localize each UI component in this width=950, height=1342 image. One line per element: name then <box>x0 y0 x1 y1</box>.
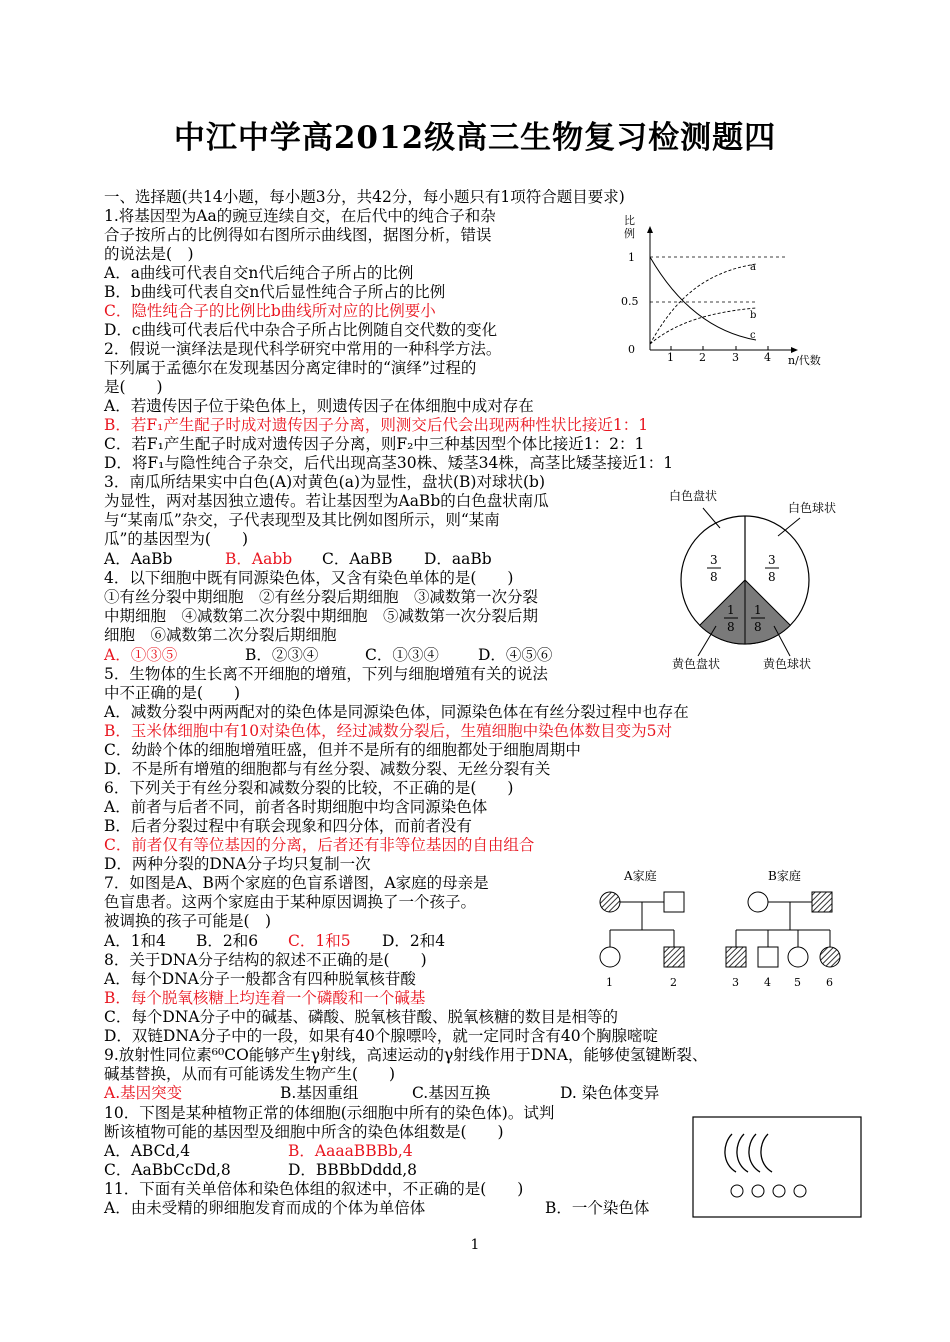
q10-chromosome-dot <box>794 1185 806 1197</box>
q9-option-b: B.基因重组 <box>280 1084 359 1102</box>
q11-option-a: A．由未受精的卵细胞发育而成的个体为单倍体 <box>104 1199 426 1217</box>
q7-number: 6 <box>826 976 833 989</box>
q7-stem-line: 7．如图是A、B两个家庭的色盲系谱图，A家庭的母亲是 <box>104 874 489 892</box>
q10-chromosome-dot <box>731 1185 743 1197</box>
q7-a-child-2 <box>664 947 684 967</box>
q10-option-d: D．BBBbDddd,8 <box>288 1161 418 1179</box>
q3-pie-fraction-den: 8 <box>727 620 735 634</box>
q5-option-c: C．幼龄个体的细胞增殖旺盛，但并不是所有的细胞都处于细胞周期中 <box>104 741 581 759</box>
q8-option-d: D．双链DNA分子中的一段，如果有40个腺嘌呤，就一定同时含有40个胸腺嘧啶 <box>104 1027 659 1045</box>
q3-option-a: A．AaBb <box>104 550 173 568</box>
q5-option-a: A．减数分裂中两两配对的染色体是同源染色体，同源染色体在有丝分裂过程中也存在 <box>104 703 689 721</box>
q10-chromosome-dot <box>752 1185 764 1197</box>
q5-stem-line: 5．生物体的生长离不开细胞的增殖，下列与细胞增殖有关的说法 <box>104 665 548 683</box>
q4-stem-line: 中期细胞 ④减数第二次分裂中期细胞 ⑤减数第一次分裂后期 <box>104 607 539 625</box>
section-header: 一、选择题(共14小题，每小题3分，共42分，每小题只有1项符合题目要求) <box>104 188 625 206</box>
q10-stem-line: 10．下图是某种植物正常的体细胞(示细胞中所有的染色体)。试判 <box>104 1104 555 1122</box>
q10-cell-figure <box>692 1116 864 1220</box>
q11-stem-line: 11．下面有关单倍体和染色体组的叙述中，不正确的是( ) <box>104 1180 524 1198</box>
q8-option-c: C．每个DNA分子中的碱基、磷酸、脱氧核苷酸、脱氧核糖的数目是相等的 <box>104 1008 619 1026</box>
q1-stem-line: 的说法是( ) <box>104 245 194 263</box>
q7-number: 1 <box>606 976 613 989</box>
q3-option-d: D．aaBb <box>424 550 492 568</box>
q2-option-c: C．若F₁产生配子时成对遗传因子分离，则F₂中三种基因型个体比接近1：2：1 <box>104 435 645 453</box>
q1-chart-xtick: 2 <box>699 351 706 364</box>
q5-option-b-answer: B．玉米体细胞中有10对染色体，经过减数分裂后，生殖细胞中染色体数目变为5对 <box>104 722 672 740</box>
q1-curve-a <box>650 264 756 344</box>
q3-pie-fraction-den: 8 <box>710 570 718 584</box>
q2-stem-line: 2．假说一演绎法是现代科学研究中常用的一种科学方法。 <box>104 340 502 358</box>
q1-chart-ytick: 0.5 <box>621 295 639 308</box>
q1-chart-y-arrow <box>647 226 653 233</box>
q3-pie-fraction-num: 3 <box>710 553 718 567</box>
q2-option-d: D．将F₁与隐性纯合子杂交，后代出现高茎30株、矮茎34株，高茎比矮茎接近1：1 <box>104 454 674 472</box>
q10-stem-line: 断该植物可能的基因型及细胞中所含的染色体组数是( ) <box>104 1123 504 1141</box>
q10-cell-outline <box>693 1117 861 1217</box>
q3-option-b-answer: B．Aabb <box>225 550 293 568</box>
q9-option-c: C.基因互换 <box>412 1084 491 1102</box>
q7-a-mother <box>600 892 620 912</box>
q4-option-d: D．④⑤⑥ <box>478 646 553 664</box>
q1-stem-line: 1.将基因型为Aa的豌豆连续自交，在后代中的纯合子和杂 <box>104 207 496 225</box>
q2-option-a: A．若遗传因子位于染色体上，则遗传因子在体细胞中成对存在 <box>104 397 534 415</box>
q4-stem-line: ①有丝分裂中期细胞 ②有丝分裂后期细胞 ③减数第一次分裂 <box>104 588 539 606</box>
q7-family-a-label: A家庭 <box>624 869 657 883</box>
q7-number: 3 <box>732 976 739 989</box>
q1-chart-ylabel-1: 比 <box>624 214 635 227</box>
q8-option-b-answer: B．每个脱氧核糖上均连着一个磷酸和一个碱基 <box>104 989 426 1007</box>
q3-pie-fraction-num: 1 <box>754 603 762 617</box>
q7-option-c-answer: C．1和5 <box>288 932 351 950</box>
q1-curve-label-b: b <box>750 310 757 321</box>
q4-stem-line: 4．以下细胞中既有同源染色体，又含有染色单体的是( ) <box>104 569 514 587</box>
q9-option-a-answer: A.基因突变 <box>104 1084 183 1102</box>
q1-chart-x-arrow <box>791 347 798 353</box>
page-title: 中江中学高2012级高三生物复习检测题四 <box>173 120 777 156</box>
q10-option-c: C．AaBbCcDd,8 <box>104 1161 231 1179</box>
q4-stem-line: 细胞 ⑥减数第二次分裂后期细胞 <box>104 626 337 644</box>
q7-number: 2 <box>670 976 677 989</box>
q2-stem-line: 下列属于孟德尔在发现基因分离定律时的“演绎”过程的 <box>104 359 477 377</box>
q5-option-d: D．不是所有增殖的细胞都与有丝分裂、减数分裂、无丝分裂有关 <box>104 760 551 778</box>
q2-stem-line: 是( ) <box>104 378 163 396</box>
q7-pedigree-chart <box>590 862 850 994</box>
q7-option-d: D．2和4 <box>382 932 446 950</box>
q7-stem-line: 被调换的孩子可能是( ) <box>104 912 272 930</box>
q10-chromosome-dot <box>773 1185 785 1197</box>
q3-phenotype-pie <box>648 486 848 676</box>
q8-stem-line: 8．关于DNA分子结构的叙述不正确的是( ) <box>104 951 427 969</box>
q2-option-b-answer: B．若F₁产生配子时成对遗传因子分离，则测交后代会出现两种性状比接近1：1 <box>104 416 649 434</box>
q6-stem-line: 6．下列关于有丝分裂和减数分裂的比较，不正确的是( ) <box>104 779 514 797</box>
q4-option-c: C．①③④ <box>365 646 439 664</box>
q3-stem-line: 与“某南瓜”杂交，子代表现型及其比例如图所示，则“某南 <box>104 511 500 529</box>
q3-pie-label-yellow-sphere: 黄色球状 <box>763 657 812 671</box>
q7-stem-line: 色盲患者。这两个家庭由于某种原因调换了一个孩子。 <box>104 893 477 911</box>
q3-pie-fraction-num: 1 <box>727 603 735 617</box>
q6-option-a: A．前者与后者不同，前者各时期细胞中均含同源染色体 <box>104 798 488 816</box>
q7-number: 4 <box>764 976 771 989</box>
page-number: 1 <box>470 1237 480 1253</box>
q11-option-b: B．一个染色体 <box>545 1199 650 1217</box>
q3-stem-line: 3．南瓜所结果实中白色(A)对黄色(a)为显性，盘状(B)对球状(b) <box>104 473 545 491</box>
q1-option-c-answer: C．隐性纯合子的比例比b曲线所对应的比例要小 <box>104 302 436 320</box>
q10-option-b-answer: B．AaaaBBBb,4 <box>288 1142 413 1160</box>
q1-option-a: A．a曲线可代表自交n代后纯合子所占的比例 <box>104 264 414 282</box>
q7-option-b: B．2和6 <box>196 932 259 950</box>
q7-b-child-6 <box>820 947 840 967</box>
q3-pie-label-white-disc: 白色盘状 <box>669 489 718 503</box>
q1-chart-xtick: 1 <box>667 351 674 364</box>
q1-ratio-chart <box>616 212 836 372</box>
q7-number: 5 <box>794 976 801 989</box>
q10-option-a: A．ABCd,4 <box>104 1142 191 1160</box>
q1-chart-xtick: 3 <box>732 351 739 364</box>
q3-pie-fraction-den: 8 <box>768 570 776 584</box>
q6-option-c-answer: C．前者仅有等位基因的分离，后者还有非等位基因的自由组合 <box>104 836 535 854</box>
q1-stem-line: 合子按所占的比例得如右图所示曲线图，据图分析，错误 <box>104 226 492 244</box>
q3-stem-line: 为显性，两对基因独立遗传。若让基因型为AaBb的白色盘状南瓜 <box>104 492 549 510</box>
q6-option-d: D．两种分裂的DNA分子均只复制一次 <box>104 855 371 873</box>
q3-pie-fraction-den: 8 <box>754 620 762 634</box>
q8-option-a: A．每个DNA分子一般都含有四种脱氧核苷酸 <box>104 970 416 988</box>
q3-pie-label-white-sphere: 白色球状 <box>788 501 837 515</box>
q7-b-child-4 <box>758 947 778 967</box>
q9-option-d: D. 染色体变异 <box>560 1084 660 1102</box>
q1-curve-label-c: c <box>750 330 756 341</box>
q7-option-a: A．1和4 <box>104 932 166 950</box>
q1-option-b: B．b曲线可代表自交n代后显性纯合子所占的比例 <box>104 283 446 301</box>
q9-stem-line: 碱基替换，从而有可能诱发生物产生( ) <box>104 1065 396 1083</box>
q1-curve-b <box>650 308 756 344</box>
q7-b-child-5 <box>788 947 808 967</box>
q1-option-d: D．c曲线可代表后代中杂合子所占比例随自交代数的变化 <box>104 321 498 339</box>
q7-b-child-3 <box>726 947 746 967</box>
q3-pie-label-yellow-disc: 黄色盘状 <box>672 657 721 671</box>
q7-a-father <box>664 892 684 912</box>
q7-b-father <box>812 892 832 912</box>
q1-chart-ytick: 1 <box>628 251 635 264</box>
q3-option-c: C．AaBB <box>322 550 393 568</box>
q9-stem-line: 9.放射性同位素⁶⁰CO能够产生γ射线，高速运动的γ射线作用于DNA，能够使氢键断裂、 <box>104 1046 708 1064</box>
q1-chart-xtick: 4 <box>764 351 771 364</box>
q1-chart-xlabel: n/代数 <box>788 354 821 367</box>
q7-b-mother <box>748 892 768 912</box>
q4-option-b: B．②③④ <box>245 646 319 664</box>
q5-stem-line: 中不正确的是( ) <box>104 684 241 702</box>
q1-chart-ytick: 0 <box>628 343 635 356</box>
q7-a-child-1 <box>600 947 620 967</box>
q3-stem-line: 瓜”的基因型为( ) <box>104 530 249 548</box>
q6-option-b: B．后者分裂过程中有联会现象和四分体，而前者没有 <box>104 817 472 835</box>
q1-curve-label-a: a <box>750 262 756 273</box>
q3-pie-fraction-num: 3 <box>768 553 776 567</box>
q7-family-b-label: B家庭 <box>768 869 801 883</box>
q1-curve-c <box>650 257 756 340</box>
q4-option-a-answer: A．①③⑤ <box>104 646 178 664</box>
q1-chart-ylabel-2: 例 <box>624 227 635 240</box>
